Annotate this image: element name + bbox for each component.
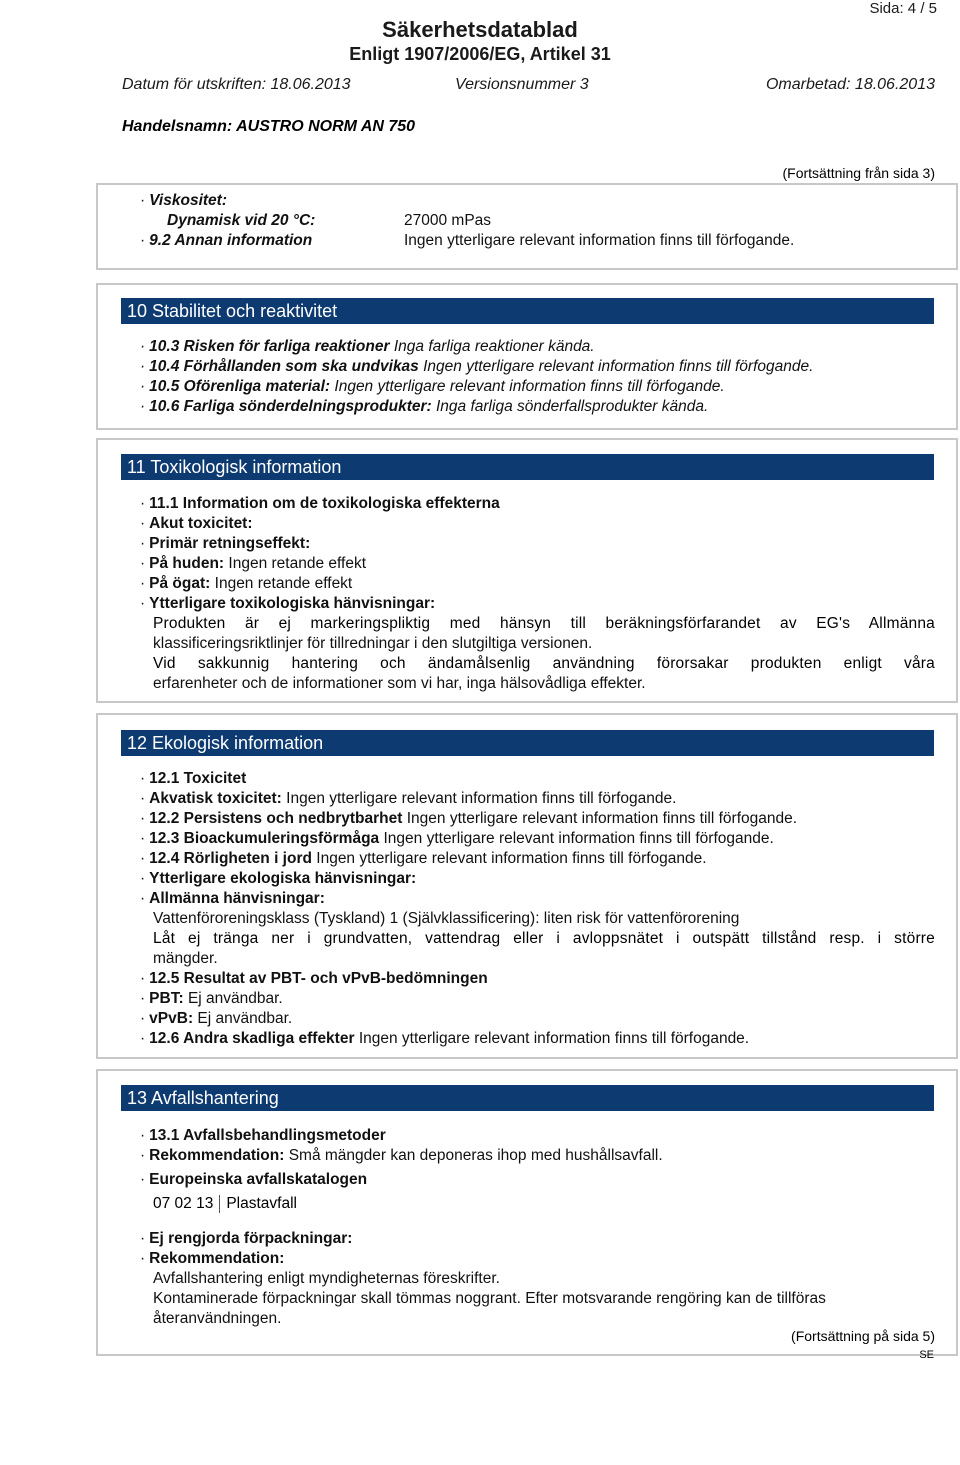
waste-name: Plastavfall xyxy=(226,1195,297,1212)
section-10-line-4: · 10.6 Farliga sönderdelningsprodukter: Inga farliga sönderfallsprodukter kända. xyxy=(140,398,709,415)
section-12-line-6: · Ytterligare ekologiska hänvisningar: xyxy=(140,870,417,887)
waste-code: 07 02 13 xyxy=(153,1195,220,1213)
section-12-line-4: · 12.3 Bioackumuleringsförmåga Ingen ytterligare relevant information finns till förfogande. xyxy=(140,830,774,847)
section-11-para-1b: klassificeringsriktlinjer för tillredningar i den slutgiltiga versionen. xyxy=(153,635,593,652)
language-code: SE xyxy=(919,1349,934,1361)
section-12-line-8: · 12.5 Resultat av PBT- och vPvB-bedömningen xyxy=(140,970,488,987)
page-number: Sida: 4 / 5 xyxy=(869,0,937,17)
section-13-heading: 13 Avfallshantering xyxy=(121,1085,934,1111)
section-13-para-2: Kontaminerade förpackningar skall tömmas noggrant. Efter motsvarande rengöring kan de tillföras xyxy=(153,1290,826,1307)
section-12-para-2b: mängder. xyxy=(153,950,218,967)
section-10-line-2: · 10.4 Förhållanden som ska undvikas Ingen ytterligare relevant information finns till förfogande. xyxy=(140,358,814,375)
document-subtitle: Enligt 1907/2006/EG, Artikel 31 xyxy=(349,44,611,64)
print-date: Datum för utskriften: 18.06.2013 xyxy=(122,76,351,93)
section-12-line-1: · 12.1 Toxicitet xyxy=(140,770,247,787)
section-11-heading: 11 Toxikologisk information xyxy=(121,454,934,480)
section-13-line-4: · Ej rengjorda förpackningar: xyxy=(140,1230,353,1247)
other-info-label: · 9.2 Annan information xyxy=(140,232,313,249)
section-12-para-1: Vattenföroreningsklass (Tyskland) 1 (Självklassificering): liten risk för vattenförorening xyxy=(153,910,740,927)
section-12-line-7: · Allmänna hänvisningar: xyxy=(140,890,325,907)
section-11-line-1: · 11.1 Information om de toxikologiska effekterna xyxy=(140,495,500,512)
section-12-heading: 12 Ekologisk information xyxy=(121,730,934,756)
section-13-line-3: · Europeinska avfallskatalogen xyxy=(140,1171,368,1188)
section-10-line-3: · 10.5 Oförenliga material: Ingen ytterligare relevant information finns till förfogande. xyxy=(140,378,725,395)
document-title: Säkerhetsdatablad xyxy=(382,17,578,42)
waste-catalogue-table xyxy=(153,1195,297,1213)
other-info-value: Ingen ytterligare relevant information finns till förfogande. xyxy=(404,232,795,249)
section-11-line-5: · På ögat: Ingen retande effekt xyxy=(140,575,353,592)
trade-name: Handelsnamn: AUSTRO NORM AN 750 xyxy=(122,118,416,135)
section-12-line-11: · 12.6 Andra skadliga effekter Ingen ytterligare relevant information finns till förfogande. xyxy=(140,1030,750,1047)
section-10-line-1: · 10.3 Risken för farliga reaktioner Inga farliga reaktioner kända. xyxy=(140,338,595,355)
revision-date: Omarbetad: 18.06.2013 xyxy=(765,76,935,93)
section-12-para-2a: Låt ej tränga ner i grundvatten, vattendrag eller i avloppsnätet i outspätt tillstånd resp. i större xyxy=(153,930,935,947)
section-11-para-2a: Vid sakkunnig hantering och ändamålsenlig användning förorsakar produkten enligt våra xyxy=(153,655,935,672)
section-13-line-2: · Rekommendation: Små mängder kan deponeras ihop med hushållsavfall. xyxy=(140,1147,663,1164)
section-12-line-2: · Akvatisk toxicitet: Ingen ytterligare relevant information finns till förfogande. xyxy=(140,790,677,807)
section-11-line-4: · På huden: Ingen retande effekt xyxy=(140,555,367,572)
section-12-line-9: · PBT: Ej användbar. xyxy=(140,990,283,1007)
section-11-line-2: · Akut toxicitet: xyxy=(140,515,253,532)
section-11-para-2b: erfarenheter och de informationer som vi har, inga hälsovådliga effekter. xyxy=(153,675,646,692)
viscosity-line: · Viskositet: xyxy=(140,192,227,209)
continued-on: (Fortsättning på sida 5) xyxy=(791,1328,935,1344)
section-13-line-5: · Rekommendation: xyxy=(140,1250,285,1267)
section-11-para-1a: Produkten är ej markeringspliktig med hänsyn till beräkningsförfarandet av EG's Allmänna xyxy=(153,615,935,632)
section-13-para-1: Avfallshantering enligt myndigheternas föreskrifter. xyxy=(153,1270,500,1287)
section-11-line-6: · Ytterligare toxikologiska hänvisningar: xyxy=(140,595,436,612)
continued-from: (Fortsättning från sida 3) xyxy=(782,165,935,181)
section-10-heading: 10 Stabilitet och reaktivitet xyxy=(121,298,934,324)
dynamic-viscosity-label: Dynamisk vid 20 °C: xyxy=(167,212,316,229)
section-11-line-3: · Primär retningseffekt: xyxy=(140,535,311,552)
section-13-line-1: · 13.1 Avfallsbehandlingsmetoder xyxy=(140,1127,386,1144)
section-12-line-3: · 12.2 Persistens och nedbrytbarhet Ingen ytterligare relevant information finns till förfogande. xyxy=(140,810,798,827)
section-13-para-3: återanvändningen. xyxy=(153,1310,282,1327)
version-number: Versionsnummer 3 xyxy=(455,76,589,93)
dynamic-viscosity-value: 27000 mPas xyxy=(404,212,492,229)
section-12-line-10: · vPvB: Ej användbar. xyxy=(140,1010,293,1027)
section-12-line-5: · 12.4 Rörligheten i jord Ingen ytterligare relevant information finns till förfogande. xyxy=(140,850,707,867)
